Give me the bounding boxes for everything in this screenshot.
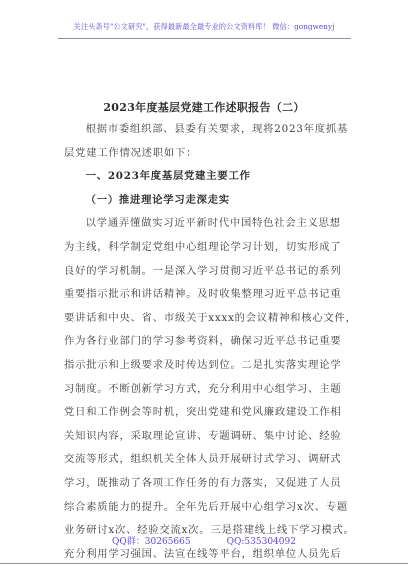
body-line: 综合素质能力的提升。全年先后开展中心组学习x次、专题 [64,500,349,513]
body-line: 以学通弄懂做实习近平新时代中国特色社会主义思想 [85,217,341,230]
footer-contact [0,534,408,547]
body-line: 层党建工作情况述职如下： [64,146,198,159]
body-line: 充分利用学习强国、法宣在线等平台，组织单位人员先后 [64,547,342,560]
footer-qq: QQ:535304092 [226,537,296,547]
body-line: 交流等形式，组织机关全体人员开展研讨式学习、调研式 [64,453,342,466]
body-line: 学习，既推动了各项工作任务的有力落实，又促进了人员 [64,476,342,489]
document-body [64,118,357,566]
body-line: 习制度。不断创新学习方式，充分利用中心组学习、主题 [64,382,342,395]
subsection-heading: （一）推进理论学习走深走实 [85,193,230,206]
footer-divider [0,563,408,564]
body-line: 重要指示批示和讲话精神。及时收集整理习近平总书记重 [64,288,342,301]
body-line: 要讲话和中央、省、市级关于xxxx的会议精神和核心文件， [64,311,357,324]
footer-qq-group: QQ群：30265665 [112,537,191,547]
section-heading: 一、2023年度基层党建主要工作 [85,170,251,183]
body-line: 业务研讨x次、经验交流x次。三是搭建线上线下学习模式。 [64,524,355,537]
document-title: 2023年度基层党建工作述职报告（二） [103,101,305,114]
body-line: 党日和工作例会等时机，突出党建和党风廉政建设工作相 [64,406,342,419]
body-line: 指示批示和上级要求及时传达到位。二是扎实落实理论学 [64,358,342,371]
body-line: 作为各行业部门的学习参考资料，确保习近平总书记重要 [64,335,342,348]
body-line: 关知识内容，采取理论宣讲、专题调研、集中讨论、经验 [64,429,342,442]
header-banner: 关注头条号"公文研究"，获得最新最全最专业的公文资料库！ 微信：gongwenyj [73,22,335,31]
body-line: 为主线，科学制定党组中心组理论学习计划，切实形成了 [64,240,342,253]
body-line: 良好的学习机制。一是深入学习贯彻习近平总书记的系列 [64,264,342,277]
header-divider [58,38,351,39]
body-line: 根据市委组织部、县委有关要求，现将2023年度抓基 [85,123,349,135]
